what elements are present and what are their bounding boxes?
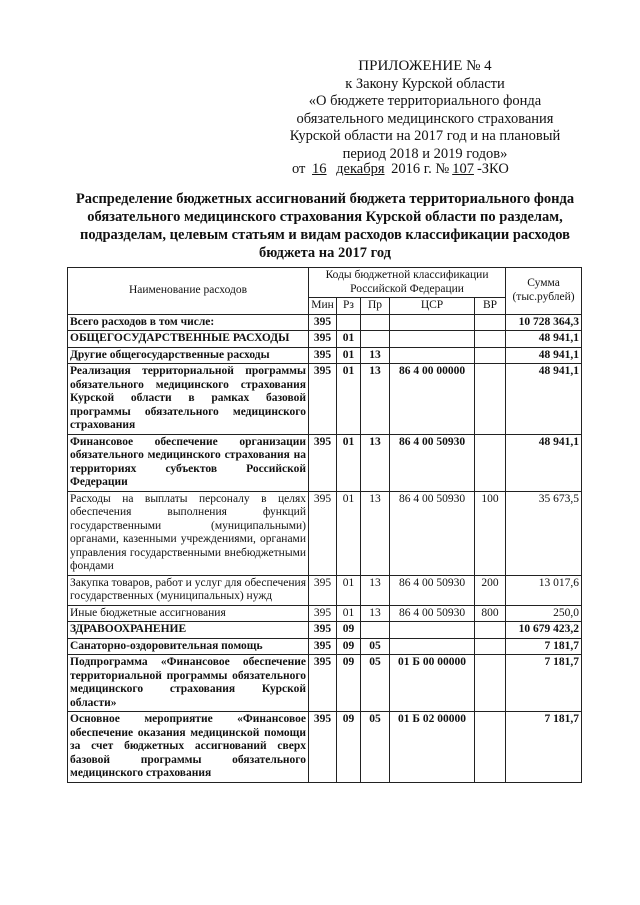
cell-csr: 86 4 00 50930 (390, 434, 475, 491)
cell-vr (475, 331, 506, 348)
cell-pr: 13 (361, 364, 390, 435)
cell-name: Всего расходов в том числе: (68, 314, 309, 331)
cell-csr: 86 4 00 50930 (390, 605, 475, 622)
table-row (68, 314, 582, 331)
cell-vr: 100 (475, 491, 506, 575)
cell-min: 395 (309, 314, 337, 331)
cell-rz: 01 (337, 347, 361, 364)
cell-name: Другие общегосударственные расходы (68, 347, 309, 364)
cell-sum: 35 673,5 (506, 491, 582, 575)
law-suffix: -ЗКО (476, 161, 509, 177)
page-bottom-margin (0, 896, 640, 905)
cell-min: 395 (309, 638, 337, 655)
table-row (68, 638, 582, 655)
col-header-name: Наименование расходов (68, 268, 309, 315)
cell-rz: 09 (337, 638, 361, 655)
cell-rz: 09 (337, 712, 361, 783)
law-number: 107 (452, 161, 474, 177)
appendix-number: ПРИЛОЖЕНИЕ № 4 (358, 58, 492, 74)
table-row (68, 605, 582, 622)
cell-name: Санаторно-оздоровительная помощь (68, 638, 309, 655)
cell-vr: 800 (475, 605, 506, 622)
cell-rz: 01 (337, 434, 361, 491)
cell-vr: 200 (475, 575, 506, 605)
cell-csr: 86 4 00 50930 (390, 491, 475, 575)
cell-name: Расходы на выплаты персоналу в целях обеспечения выполнения функций государственными (муниципальными) органами, казенными учреждениями, органами управления государственными внебюджетными фондами (68, 491, 309, 575)
header-line: период 2018 и 2019 годов» (342, 145, 508, 162)
cell-vr (475, 314, 506, 331)
date-prefix: от (292, 161, 306, 177)
cell-name: Основное мероприятие «Финансовое обеспечение оказания медицинской помощи за счет бюджетных ассигнований сверх базовой программы обязательного медицинского страхования (68, 712, 309, 783)
header-line: «О бюджете территориального фонда (308, 93, 542, 109)
cell-sum: 7 181,7 (506, 638, 582, 655)
cell-min: 395 (309, 605, 337, 622)
cell-csr: 86 4 00 00000 (390, 364, 475, 435)
cell-name: Иные бюджетные ассигнования (68, 605, 309, 622)
cell-rz: 01 (337, 605, 361, 622)
cell-csr (390, 331, 475, 348)
cell-sum: 13 017,6 (506, 575, 582, 605)
cell-pr: 13 (361, 491, 390, 575)
cell-min: 395 (309, 364, 337, 435)
cell-csr: 01 Б 00 00000 (390, 655, 475, 712)
cell-csr (390, 347, 475, 364)
cell-name: ЗДРАВООХРАНЕНИЕ (68, 622, 309, 639)
cell-vr (475, 712, 506, 783)
table-row (68, 347, 582, 364)
col-header-vr: ВР (475, 298, 506, 315)
budget-table (67, 267, 582, 783)
cell-vr (475, 347, 506, 364)
cell-min: 395 (309, 655, 337, 712)
cell-vr (475, 622, 506, 639)
cell-name: Реализация территориальной программы обязательного медицинского страхования Курской области в рамках базовой программы обязательного медицинского страхования (68, 364, 309, 435)
cell-sum: 48 941,1 (506, 364, 582, 435)
law-date-line (292, 161, 509, 178)
col-header-min: Мин (309, 298, 337, 315)
cell-rz (337, 314, 361, 331)
cell-min: 395 (309, 434, 337, 491)
cell-csr: 01 Б 02 00000 (390, 712, 475, 783)
table-row (68, 434, 582, 491)
col-header-pr: Пр (361, 298, 390, 315)
cell-rz: 01 (337, 575, 361, 605)
cell-rz: 01 (337, 491, 361, 575)
cell-vr (475, 364, 506, 435)
cell-sum: 7 181,7 (506, 712, 582, 783)
cell-min: 395 (309, 712, 337, 783)
date-day: 16 (312, 161, 327, 177)
table-row (68, 491, 582, 575)
cell-sum: 48 941,1 (506, 347, 582, 364)
cell-csr (390, 314, 475, 331)
table-row (68, 655, 582, 712)
cell-min: 395 (309, 347, 337, 364)
cell-pr: 05 (361, 638, 390, 655)
table-row (68, 575, 582, 605)
col-header-sum: Сумма (тыс.рублей) (506, 268, 582, 315)
cell-rz: 01 (337, 364, 361, 435)
col-header-codes: Коды бюджетной классификации Российской Федерации (309, 268, 506, 298)
cell-min: 395 (309, 575, 337, 605)
col-header-csr: ЦСР (390, 298, 475, 315)
cell-pr: 13 (361, 434, 390, 491)
cell-name: ОБЩЕГОСУДАРСТВЕННЫЕ РАСХОДЫ (68, 331, 309, 348)
date-year: 2016 г. № (391, 161, 450, 177)
document-title: Распределение бюджетных ассигнований бюджета территориального фонда обязательного медицинского страхования Курской области по разделам, подразделам, целевым статьям и видам расходов классификации расходов бюджета на 2017 год (75, 191, 575, 261)
cell-pr (361, 331, 390, 348)
cell-pr: 13 (361, 575, 390, 605)
appendix-header (270, 58, 580, 163)
cell-pr: 13 (361, 347, 390, 364)
cell-sum: 7 181,7 (506, 655, 582, 712)
cell-sum: 48 941,1 (506, 434, 582, 491)
cell-csr: 86 4 00 50930 (390, 575, 475, 605)
cell-rz: 09 (337, 655, 361, 712)
table-row (68, 712, 582, 783)
cell-vr (475, 638, 506, 655)
col-header-rz: Рз (337, 298, 361, 315)
cell-pr: 05 (361, 712, 390, 783)
cell-pr (361, 622, 390, 639)
cell-csr (390, 638, 475, 655)
cell-pr: 05 (361, 655, 390, 712)
cell-sum: 10 679 423,2 (506, 622, 582, 639)
date-month: декабря (336, 161, 385, 177)
header-line: обязательного медицинского страхования (296, 110, 554, 127)
cell-min: 395 (309, 491, 337, 575)
cell-rz: 01 (337, 331, 361, 348)
cell-min: 395 (309, 622, 337, 639)
table-row (68, 331, 582, 348)
cell-sum: 48 941,1 (506, 331, 582, 348)
cell-pr (361, 314, 390, 331)
cell-min: 395 (309, 331, 337, 348)
cell-vr (475, 434, 506, 491)
header-line: Курской области на 2017 год и на плановый (289, 128, 561, 144)
cell-vr (475, 655, 506, 712)
header-line: к Закону Курской области (345, 75, 505, 92)
table-row (68, 364, 582, 435)
cell-name: Финансовое обеспечение организации обязательного медицинского страхования на территориях субъектов Российской Федерации (68, 434, 309, 491)
cell-sum: 250,0 (506, 605, 582, 622)
cell-pr: 13 (361, 605, 390, 622)
cell-csr (390, 622, 475, 639)
cell-name: Подпрограмма «Финансовое обеспечение территориальной программы обязательного медицинского страхования Курской области» (68, 655, 309, 712)
cell-sum: 10 728 364,3 (506, 314, 582, 331)
cell-rz: 09 (337, 622, 361, 639)
cell-name: Закупка товаров, работ и услуг для обеспечения государственных (муниципальных) нужд (68, 575, 309, 605)
table-row (68, 622, 582, 639)
